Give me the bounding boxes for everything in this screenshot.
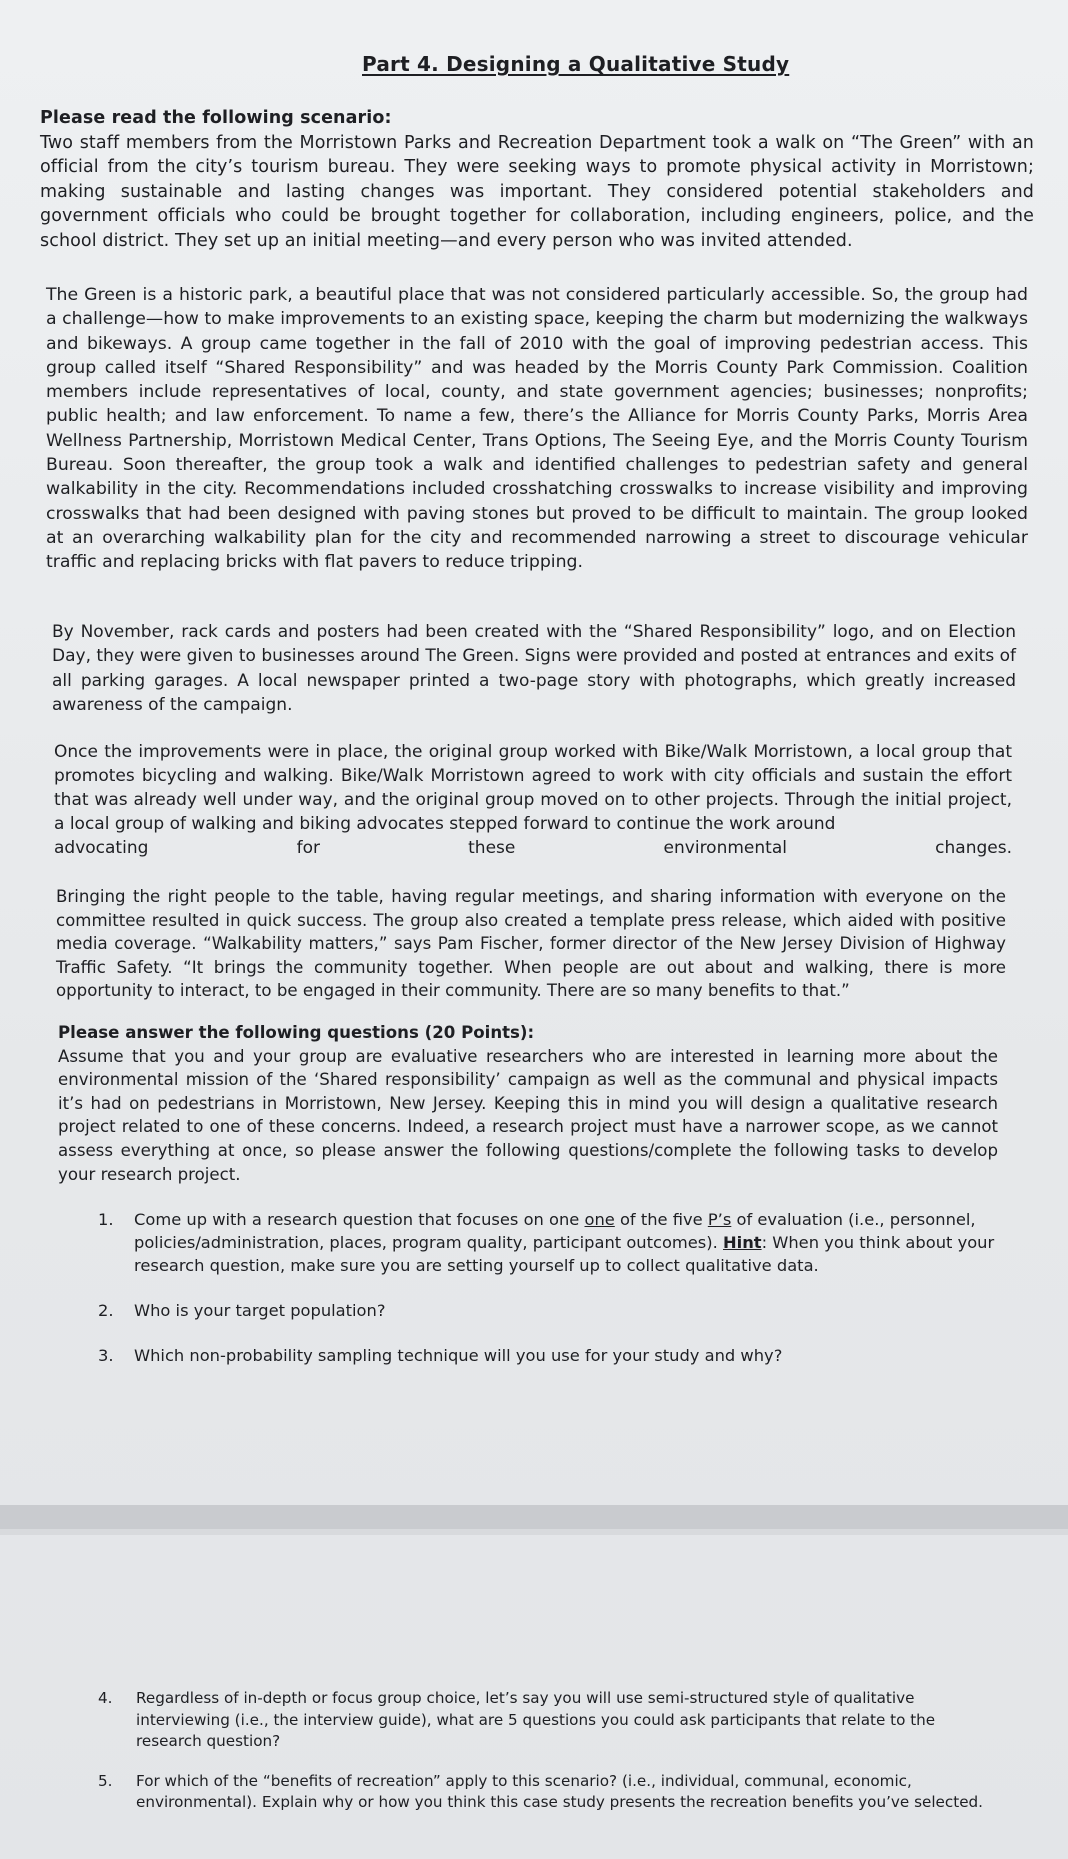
q1-underlined-ps: P’s: [707, 1210, 732, 1229]
q4-text: Regardless of in-depth or focus group choice, let’s say you will use semi-structured style of qualitative interviewing (i.e., the interview guide), what are 5 questions you could ask participants that relate to the research question?: [136, 1689, 936, 1750]
spread-word-1: advocating: [54, 838, 149, 858]
q1-underlined-one: one: [584, 1210, 615, 1229]
page-break-shadow: [0, 1529, 1068, 1535]
spread-word-4: environmental: [663, 838, 787, 858]
paragraph-5: Bringing the right people to the table, having regular meetings, and sharing information with everyone on the committee resulted in quick success. The group also created a template press release, which aided with positive media coverage. “Walkability matters,” says Pam Fischer, former director of the New Jersey Division of Highway Traffic Safety. “It brings the community together. When people are out about and walking, there is more opportunity to interact, to be engaged in their community. There are so many benefits to that.”: [56, 887, 1006, 1001]
scenario-heading: Please read the following scenario:: [40, 108, 392, 128]
paragraph-4: Once the improvements were in place, the original group worked with Bike/Walk Morristown, a local group that promotes bicycling and walking. Bike/Walk Morristown agreed to work with city officials and sustain the effort that was already well under way, and the original group moved on to other projects. Through the initial project, a local group of walking and biking advocates stepped forward to continue the work around: [54, 742, 1012, 834]
page-title: Part 4. Designing a Qualitative Study: [362, 52, 790, 76]
spread-word-3: these: [468, 838, 516, 858]
page-break-divider: [0, 1505, 1068, 1529]
q3-text: Which non-probability sampling technique will you use for your study and why?: [134, 1346, 783, 1365]
questions-heading: Please answer the following questions (20 Points):: [58, 1023, 535, 1042]
question-item: [98, 1688, 988, 1753]
question-list: [98, 1208, 998, 1389]
q2-text: Who is your target population?: [134, 1301, 386, 1320]
paragraph-1: Two staff members from the Morristown Parks and Recreation Department took a walk on “The Green” with an official from the city’s tourism bureau. They were seeking ways to promote physical activity in Morristown; making sustainable and lasting changes was important. They considered potential stakeholders and government officials who could be brought together for collaboration, including engineers, police, and the school district. They set up an initial meeting—and every person who was invited attended.: [40, 132, 1034, 251]
q1-text-d: : When you think about your research question, make sure you are setting yourself up to collect qualitative data.: [134, 1233, 995, 1275]
paragraph-2: The Green is a historic park, a beautiful place that was not considered particularly accessible. So, the group had a challenge—how to make improvements to an existing space, keeping the charm but modernizing the walkways and bikeways. A group came together in the fall of 2010 with the goal of improving pedestrian access. This group called itself “Shared Responsibility” and was headed by the Morris County Park Commission. Coalition members include representatives of local, county, and state government agencies; businesses; nonprofits; public health; and law enforcement. To name a few, there’s the Alliance for Morris County Parks, Morris Area Wellness Partnership, Morristown Medical Center, Trans Options, The Seeing Eye, and the Morris County Tourism Bureau. Soon thereafter, the group took a walk and identified challenges to pedestrian safety and general walkability in the city. Recommendations included crosshatching crosswalks to increase visibility and improving crosswalks that had been designed with paving stones but proved to be difficult to maintain. The group looked at an overarching walkability plan for the city and recommended narrowing a street to discourage vehicular traffic and replacing bricks with flat pavers to reduce tripping.: [46, 285, 1028, 573]
question-number: 4.: [98, 1689, 113, 1707]
paragraph-4-block: [54, 740, 1012, 860]
spread-word-5: changes.: [935, 838, 1012, 858]
paragraph-3: By November, rack cards and posters had been created with the “Shared Responsibility” logo, and on Election Day, they were given to businesses around The Green. Signs were provided and posted at entrances and exits of all parking garages. A local newspaper printed a two-page story with photographs, which greatly increased awareness of the campaign.: [52, 622, 1016, 715]
question-list-continued: [98, 1688, 988, 1832]
question-number: 2.: [98, 1301, 114, 1320]
q5-text: For which of the “benefits of recreation” apply to this scenario? (i.e., individual, communal, economic, environmental). Explain why or how you think this case study presents the recreation benefits you’ve selected.: [136, 1771, 984, 1811]
q1-hint: Hint: [723, 1233, 762, 1252]
question-item: [98, 1299, 998, 1322]
question-item: [98, 1771, 988, 1814]
question-number: 5.: [98, 1771, 113, 1790]
questions-intro: Assume that you and your group are evaluative researchers who are interested in learning more about the environmental mission of the ‘Shared responsibility’ campaign as well as the communal and physical impacts it’s had on pedestrians in Morristown, New Jersey. Keeping this in mind you will design a qualitative research project related to one of these concerns. Indeed, a research project must have a narrower scope, as we cannot assess everything at once, so please answer the following questions/complete the following tasks to develop your research project.: [58, 1046, 998, 1184]
q1-text-a: Come up with a research question that focuses on one: [134, 1210, 585, 1229]
question-number: 3.: [98, 1346, 114, 1365]
q1-text-b: of the five: [614, 1210, 708, 1229]
spread-line: [54, 836, 1012, 860]
question-item: [98, 1344, 998, 1367]
question-item: [98, 1208, 998, 1277]
spread-word-2: for: [296, 838, 320, 858]
questions-section: [58, 1021, 998, 1186]
q1-text-c: of evaluation (i.e., personnel, policies/administration, places, program quality, participant outcomes).: [134, 1210, 976, 1252]
scenario-intro: [40, 106, 1034, 254]
question-number: 1.: [98, 1210, 114, 1229]
